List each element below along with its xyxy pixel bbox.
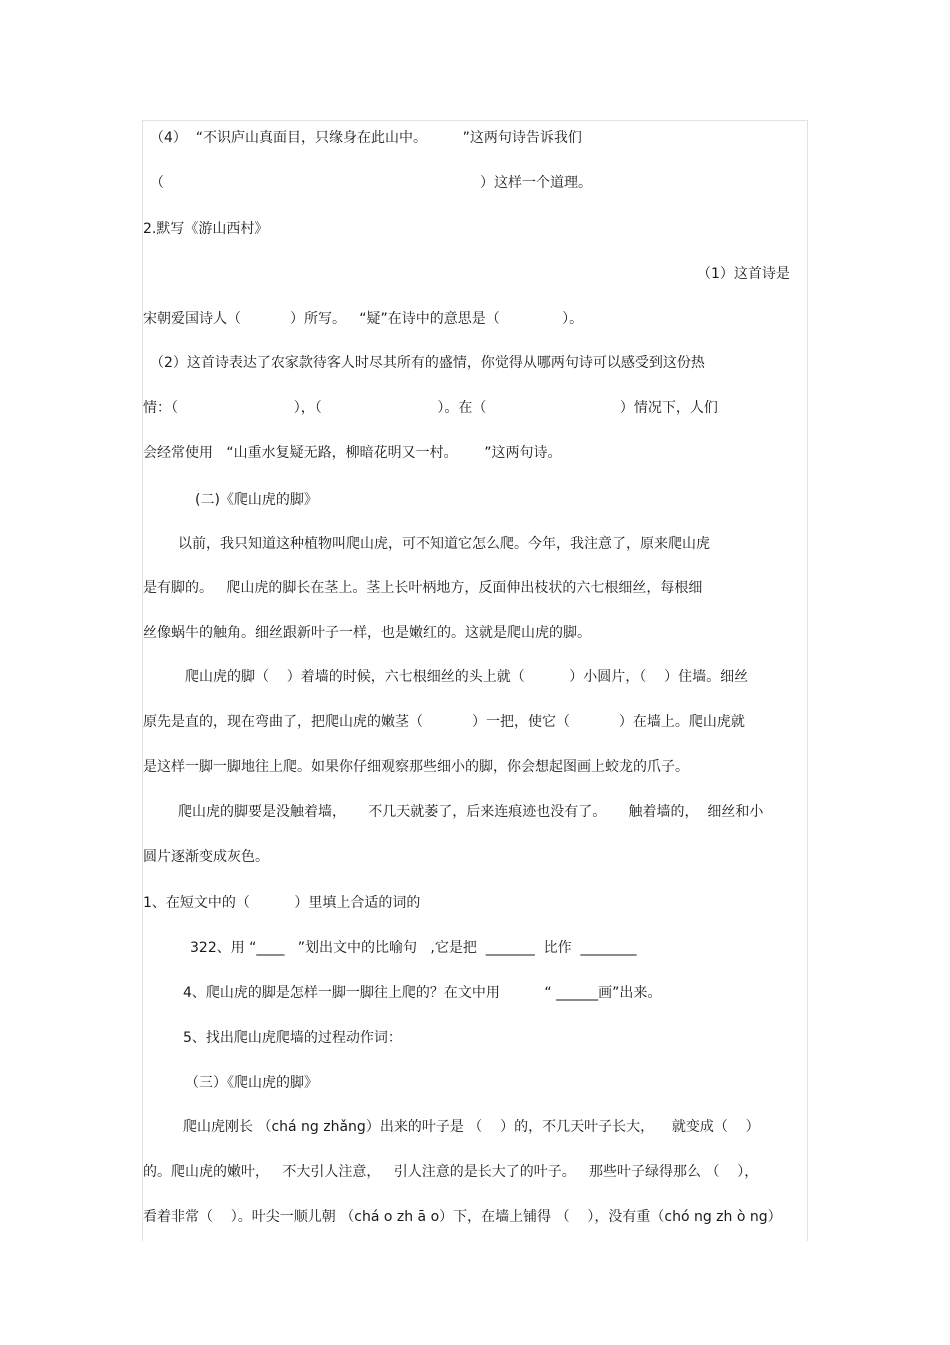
passage3-line-3: 看着非常（ ）。叶尖一顺儿朝 （chá o zh ā o）下，在墙上铺得 （ ），没有重（chó ng zh ò ng） [143, 1209, 782, 1225]
passage3-line-2: 的。爬山虎的嫩叶， 不大引人注意， 引人注意的是长大了的叶子。 那些叶子绿得那么 （ ）， [143, 1164, 759, 1180]
question-322: 322、用 “____ ”划出文中的比喻句 ,它是把 _______ 比作 ________ [190, 940, 637, 956]
line-4: （1）这首诗是 [697, 266, 790, 282]
line-5: 宋朝爱国诗人（ ）所写。 “疑”在诗中的意思是（ ）。 [143, 311, 584, 327]
passage-title-2: (二)《爬山虎的脚》 [195, 492, 318, 508]
line-1: （4） “不识庐山真面目，只缘身在此山中。 ”这两句诗告诉我们 [150, 130, 582, 146]
line-6: （2）这首诗表达了农家款待客人时尽其所有的盛情，你觉得从哪两句诗可以感受到这份热 [150, 355, 705, 371]
line-7: 情：（ ），（ ）。在（ ）情况下，人们 [143, 400, 718, 416]
line-2: （ ）这样一个道理。 [150, 175, 592, 191]
question-1: 1、在短文中的（ ）里填上合适的词的 [143, 895, 421, 911]
passage-line-4: 爬山虎的脚（ ）着墙的时候，六七根细丝的头上就（ ）小圆片，（ ）住墙。细丝 [185, 669, 749, 685]
passage-line-5: 原先是直的，现在弯曲了，把爬山虎的嫩茎（ ）一把，使它（ ）在墙上。爬山虎就 [143, 714, 745, 730]
passage-line-2: 是有脚的。 爬山虎的脚长在茎上。茎上长叶柄地方，反面伸出枝状的六七根细丝，每根细 [143, 580, 703, 596]
passage-line-7: 爬山虎的脚要是没触着墙， 不几天就萎了，后来连痕迹也没有了。 触着墙的， 细丝和小 [178, 804, 764, 820]
section-heading-2: 2.默写《游山西村》 [143, 221, 269, 237]
question-5: 5、找出爬山虎爬墙的过程动作词： [183, 1030, 402, 1046]
passage-line-1: 以前，我只知道这种植物叫爬山虎，可不知道它怎么爬。今年，我注意了，原来爬山虎 [178, 536, 710, 552]
passage-title-3: （三）《爬山虎的脚》 [185, 1075, 318, 1091]
question-4: 4、爬山虎的脚是怎样一脚一脚往上爬的？在文中用 “ ______画”出来。 [183, 985, 662, 1001]
passage3-line-1: 爬山虎刚长 （chá ng zhǎng）出来的叶子是 （ ）的，不几天叶子长大， 就变成（ ） [183, 1119, 760, 1135]
passage-line-8: 圆片逐渐变成灰色。 [143, 849, 269, 865]
line-8: 会经常使用 “山重水复疑无路，柳暗花明又一村。 ”这两句诗。 [143, 445, 562, 461]
passage-line-3: 丝像蜗牛的触角。细丝跟新叶子一样，也是嫩红的。这就是爬山虎的脚。 [143, 625, 591, 641]
passage-line-6: 是这样一脚一脚地往上爬。如果你仔细观察那些细小的脚，你会想起图画上蛟龙的爪子。 [143, 759, 689, 775]
